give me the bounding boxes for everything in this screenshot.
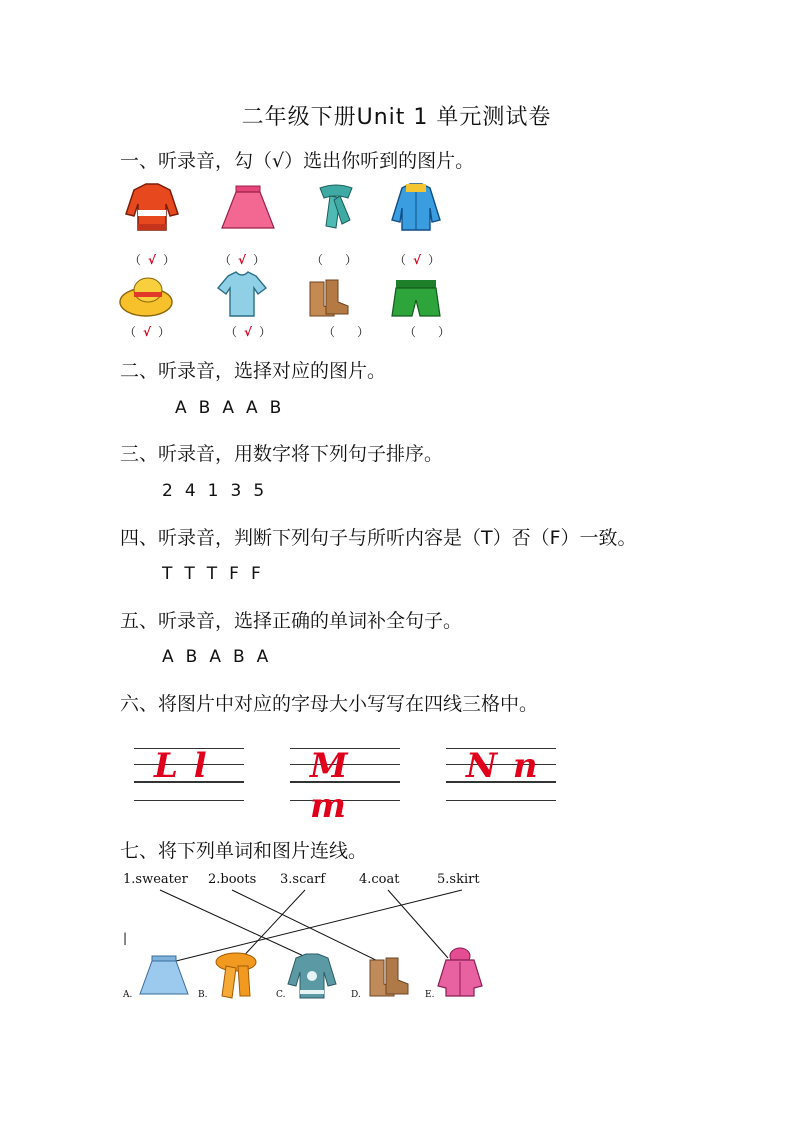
sweater-icon [284,950,340,1002]
scarf-icon [208,948,264,1000]
option-label: B. [198,990,208,1000]
section-5-heading: 五、听录音，选择正确的单词补全句子。 [120,610,463,632]
option-label: D. [351,990,361,1000]
check-mark: √ [143,325,152,339]
boots-icon [362,950,418,1002]
section-3-answers: 2 4 1 3 5 [162,481,265,501]
skirt-icon [136,950,192,1002]
letter-pair: N n [466,746,540,786]
section-2-answers: A B A A B [175,398,282,418]
cursor-mark: | [123,931,128,945]
word-sweater: 1.sweater [123,872,188,887]
word-scarf: 3.scarf [280,872,326,887]
word-boots: 2.boots [208,872,257,887]
check-mark: √ [148,253,157,267]
section-7-heading: 七、将下列单词和图片连线。 [120,840,368,862]
check-mark: √ [244,325,253,339]
section-2-heading: 二、听录音，选择对应的图片。 [120,360,387,382]
section-5-answers: A B A B A [162,647,269,667]
section-4-answers: T T T F F [162,564,261,584]
word-skirt: 5.skirt [437,872,480,887]
coat-icon [432,946,488,998]
page-title: 二年级下册Unit 1 单元测试卷 [241,105,552,130]
section-6-heading: 六、将图片中对应的字母大小写写在四线三格中。 [120,693,539,715]
word-coat: 4.coat [359,872,400,887]
option-label: C. [276,990,286,1000]
section-3-heading: 三、听录音，用数字将下列句子排序。 [120,443,444,465]
option-label: E. [425,990,435,1000]
letter-pair: L l [154,746,209,786]
check-mark: √ [238,253,247,267]
section-1-heading: 一、听录音，勾（√）选出你听到的图片。 [120,150,475,172]
letter-pair: M m [310,746,350,826]
check-mark: √ [413,253,422,267]
section-4-heading: 四、听录音，判断下列句子与所听内容是（T）否（F）一致。 [120,527,637,549]
option-label: A. [123,990,133,1000]
